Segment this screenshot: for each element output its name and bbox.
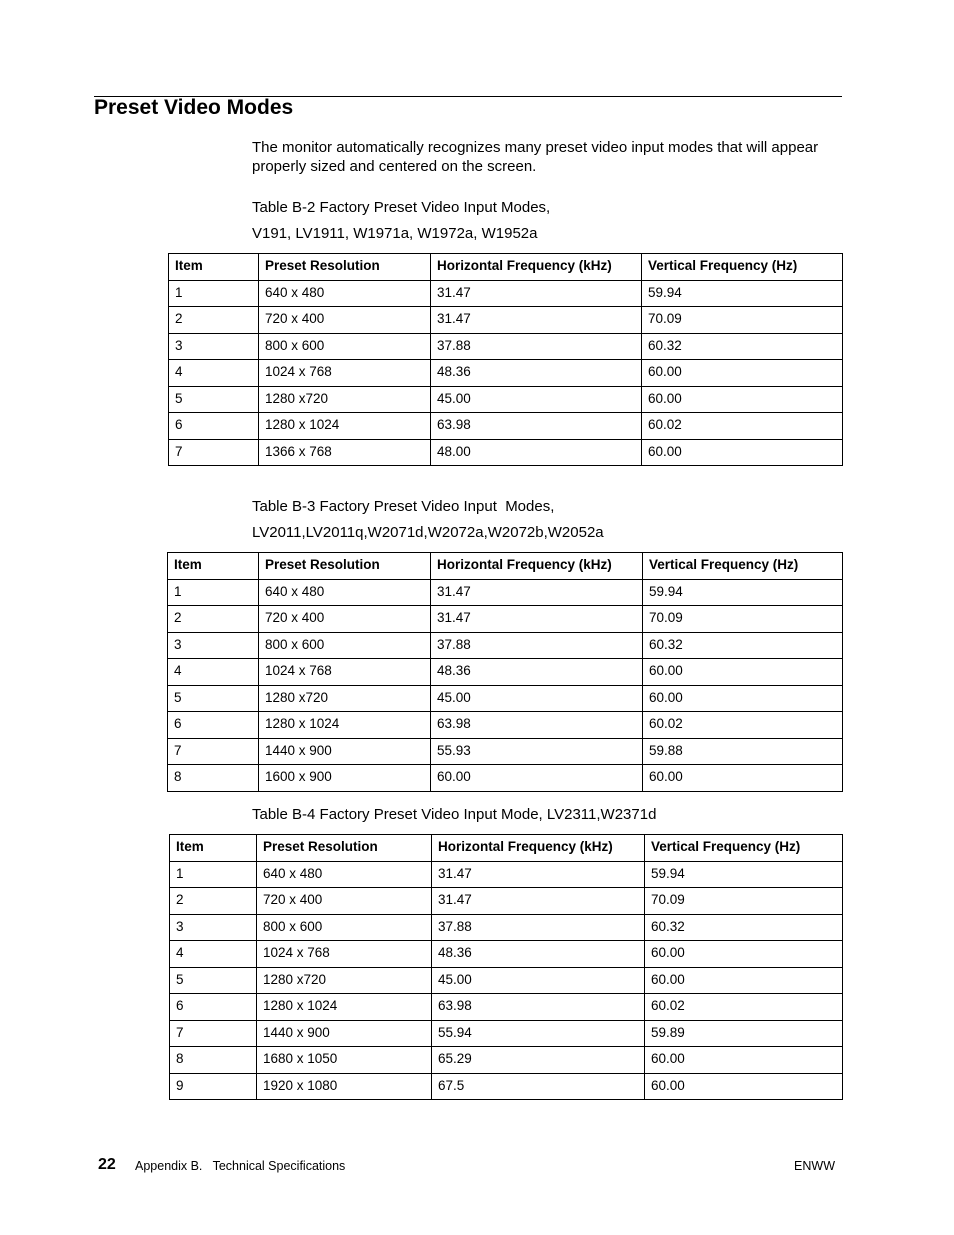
table-cell: 7 [170, 1020, 257, 1047]
table-row [168, 685, 843, 712]
table-cell: 8 [170, 1047, 257, 1074]
table-cell: 70.09 [643, 606, 843, 633]
table-cell: 37.88 [431, 632, 643, 659]
table-cell: 1920 x 1080 [257, 1073, 432, 1100]
table-cell: 60.00 [431, 765, 643, 792]
table-cell: 65.29 [432, 1047, 645, 1074]
table-cell: 1024 x 768 [259, 360, 431, 387]
table-b3 [167, 552, 843, 792]
table-cell: 1280 x720 [259, 386, 431, 413]
table-cell: 70.09 [645, 888, 843, 915]
table-cell: 640 x 480 [259, 280, 431, 307]
column-header: Vertical Frequency (Hz) [642, 254, 843, 281]
table-cell: 9 [170, 1073, 257, 1100]
table-row [168, 738, 843, 765]
table-cell: 720 x 400 [257, 888, 432, 915]
column-header: Horizontal Frequency (kHz) [431, 553, 643, 580]
table-cell: 640 x 480 [257, 861, 432, 888]
table-cell: 55.93 [431, 738, 643, 765]
table-row [169, 360, 843, 387]
intro-paragraph: The monitor automatically recognizes many preset video input modes that will appear properly sized and centered on the screen. [252, 139, 819, 175]
table-cell: 59.94 [643, 579, 843, 606]
table-cell: 31.47 [431, 579, 643, 606]
table-b3-caption-line2: LV2011,LV2011q,W2071d,W2072a,W2072b,W2052a [252, 524, 604, 541]
table-cell: 1366 x 768 [259, 439, 431, 466]
table-cell: 31.47 [432, 888, 645, 915]
table-row [170, 914, 843, 941]
table-header-row [170, 835, 843, 862]
table-row [169, 333, 843, 360]
table-cell: 60.32 [645, 914, 843, 941]
column-header: Preset Resolution [259, 553, 431, 580]
table-cell: 4 [168, 659, 259, 686]
table-cell: 60.02 [642, 413, 843, 440]
table-cell: 7 [169, 439, 259, 466]
table-row [170, 861, 843, 888]
table-row [168, 765, 843, 792]
table-cell: 45.00 [432, 967, 645, 994]
table-cell: 720 x 400 [259, 307, 431, 334]
table-cell: 60.02 [645, 994, 843, 1021]
table-cell: 60.00 [643, 685, 843, 712]
table-cell: 63.98 [432, 994, 645, 1021]
table-b2 [168, 253, 843, 466]
table-cell: 1680 x 1050 [257, 1047, 432, 1074]
table-cell: 1280 x 1024 [259, 413, 431, 440]
table-cell: 3 [170, 914, 257, 941]
table-cell: 3 [168, 632, 259, 659]
table-cell: 720 x 400 [259, 606, 431, 633]
table-cell: 45.00 [431, 685, 643, 712]
table-cell: 60.00 [645, 967, 843, 994]
table-row [170, 1020, 843, 1047]
page-title: Preset Video Modes [94, 96, 294, 119]
table-cell: 8 [168, 765, 259, 792]
page-number: 22 [98, 1156, 116, 1173]
table-row [168, 659, 843, 686]
table-cell: 45.00 [431, 386, 642, 413]
table-b3-caption-line1: Table B-3 Factory Preset Video Input Modes, [252, 498, 555, 515]
table-cell: 37.88 [432, 914, 645, 941]
table-cell: 1440 x 900 [257, 1020, 432, 1047]
table-row [169, 413, 843, 440]
column-header: Item [168, 553, 259, 580]
table-b4-caption: Table B-4 Factory Preset Video Input Mode, LV2311,W2371d [252, 806, 657, 823]
table-cell: 60.00 [645, 1047, 843, 1074]
table-cell: 1600 x 900 [259, 765, 431, 792]
table-cell: 31.47 [432, 861, 645, 888]
table-cell: 48.36 [431, 360, 642, 387]
table-cell: 60.32 [642, 333, 843, 360]
table-cell: 67.5 [432, 1073, 645, 1100]
table-cell: 2 [168, 606, 259, 633]
table-b2-caption-line1: Table B-2 Factory Preset Video Input Modes, [252, 199, 551, 216]
table-cell: 1280 x720 [257, 967, 432, 994]
table-cell: 37.88 [431, 333, 642, 360]
table-cell: 31.47 [431, 280, 642, 307]
table-row [170, 1047, 843, 1074]
table-cell: 1 [169, 280, 259, 307]
table-cell: 48.00 [431, 439, 642, 466]
column-header: Item [169, 254, 259, 281]
table-cell: 2 [170, 888, 257, 915]
table-cell: 5 [168, 685, 259, 712]
table-cell: 7 [168, 738, 259, 765]
table-row [170, 888, 843, 915]
table-cell: 59.89 [645, 1020, 843, 1047]
table-cell: 31.47 [431, 606, 643, 633]
table-cell: 6 [169, 413, 259, 440]
table-cell: 60.00 [643, 659, 843, 686]
table-cell: 60.00 [645, 941, 843, 968]
column-header: Preset Resolution [257, 835, 432, 862]
table-cell: 60.32 [643, 632, 843, 659]
table-row [168, 579, 843, 606]
table-row [170, 941, 843, 968]
table-cell: 800 x 600 [257, 914, 432, 941]
table-cell: 60.00 [643, 765, 843, 792]
table-cell: 6 [168, 712, 259, 739]
table-cell: 640 x 480 [259, 579, 431, 606]
table-row [168, 632, 843, 659]
table-cell: 59.88 [643, 738, 843, 765]
table-cell: 800 x 600 [259, 632, 431, 659]
table-cell: 60.00 [642, 386, 843, 413]
table-cell: 63.98 [431, 712, 643, 739]
table-row [169, 386, 843, 413]
table-row [168, 606, 843, 633]
table-cell: 5 [169, 386, 259, 413]
table-b2-caption-line2: V191, LV1911, W1971a, W1972a, W1952a [252, 225, 538, 242]
table-cell: 48.36 [431, 659, 643, 686]
table-cell: 4 [169, 360, 259, 387]
table-cell: 60.02 [643, 712, 843, 739]
table-row [170, 1073, 843, 1100]
column-header: Preset Resolution [259, 254, 431, 281]
table-row [169, 439, 843, 466]
table-cell: 800 x 600 [259, 333, 431, 360]
table-cell: 1440 x 900 [259, 738, 431, 765]
table-cell: 1 [168, 579, 259, 606]
table-row [170, 967, 843, 994]
table-cell: 1280 x 1024 [257, 994, 432, 1021]
table-cell: 55.94 [432, 1020, 645, 1047]
table-cell: 1 [170, 861, 257, 888]
table-cell: 1024 x 768 [259, 659, 431, 686]
column-header: Vertical Frequency (Hz) [643, 553, 843, 580]
table-cell: 1280 x 1024 [259, 712, 431, 739]
table-cell: 3 [169, 333, 259, 360]
column-header: Horizontal Frequency (kHz) [432, 835, 645, 862]
table-row [170, 994, 843, 1021]
table-cell: 60.00 [645, 1073, 843, 1100]
table-cell: 60.00 [642, 439, 843, 466]
table-header-row [168, 553, 843, 580]
table-row [169, 280, 843, 307]
table-cell: 70.09 [642, 307, 843, 334]
table-cell: 59.94 [642, 280, 843, 307]
table-cell: 59.94 [645, 861, 843, 888]
table-cell: 31.47 [431, 307, 642, 334]
table-row [168, 712, 843, 739]
table-cell: 1024 x 768 [257, 941, 432, 968]
table-cell: 60.00 [642, 360, 843, 387]
table-header-row [169, 254, 843, 281]
table-cell: 4 [170, 941, 257, 968]
table-cell: 6 [170, 994, 257, 1021]
table-cell: 2 [169, 307, 259, 334]
table-cell: 63.98 [431, 413, 642, 440]
footer-section-label: Appendix B. Technical Specifications [135, 1159, 346, 1173]
table-b4 [169, 834, 843, 1100]
table-cell: 48.36 [432, 941, 645, 968]
table-cell: 5 [170, 967, 257, 994]
column-header: Item [170, 835, 257, 862]
table-row [169, 307, 843, 334]
column-header: Horizontal Frequency (kHz) [431, 254, 642, 281]
column-header: Vertical Frequency (Hz) [645, 835, 843, 862]
footer-doc-code: ENWW [794, 1159, 835, 1173]
table-cell: 1280 x720 [259, 685, 431, 712]
